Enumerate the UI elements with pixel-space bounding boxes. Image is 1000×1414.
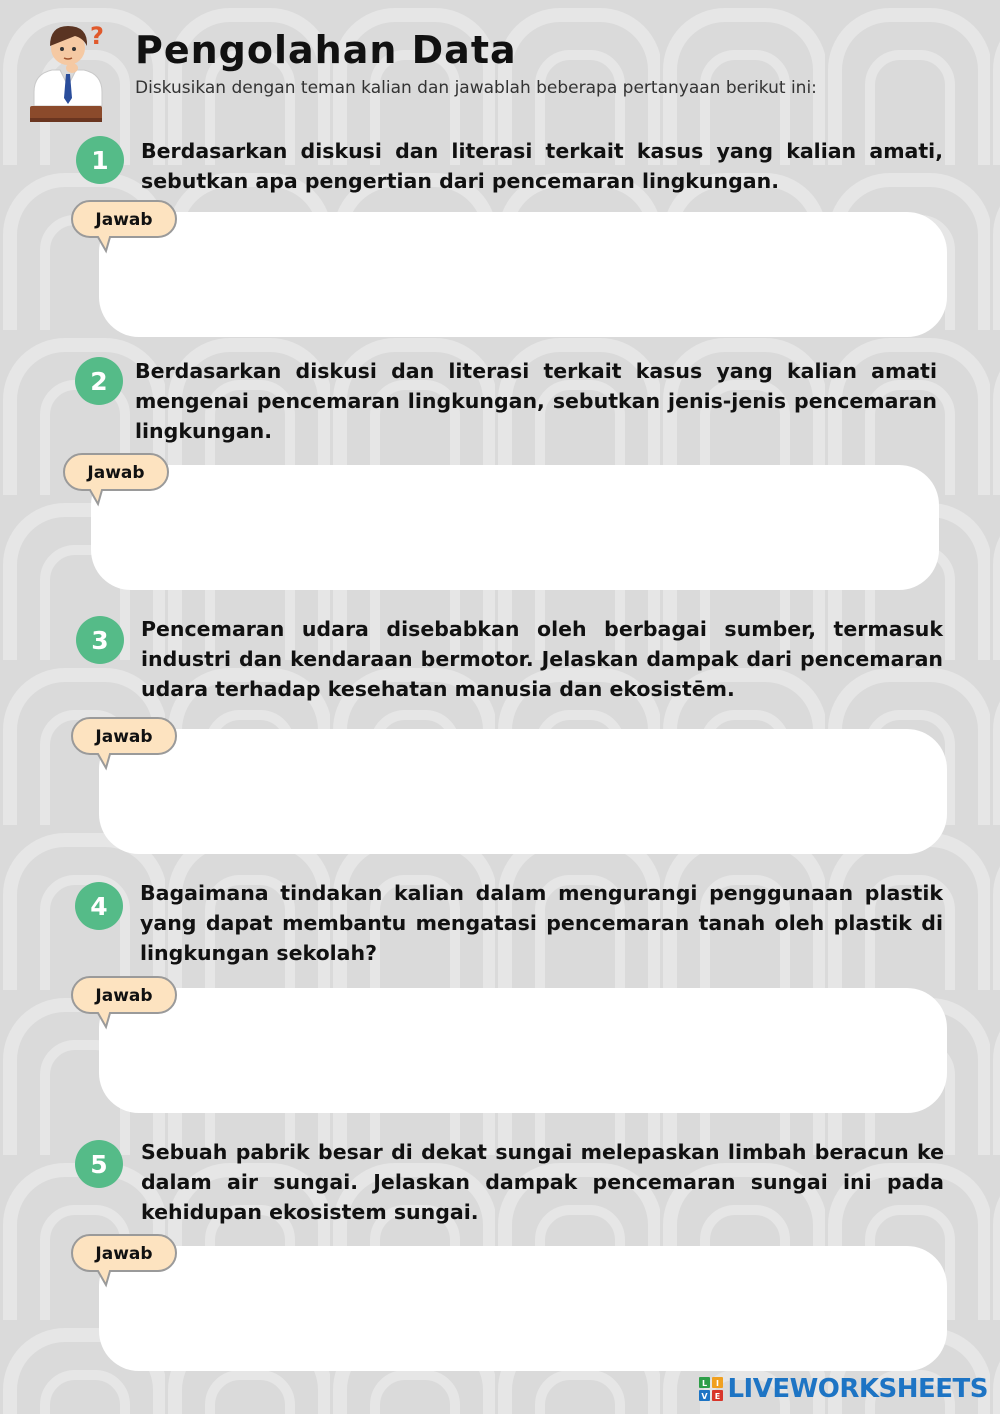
logo-letter: L [702,1379,708,1388]
liveworksheets-grid-icon [699,1377,723,1401]
jawab-label: Jawab [87,463,145,483]
jawab-label: Jawab [95,986,153,1006]
question-text: Berdasarkan diskusi dan literasi terkait kasus yang kalian amati mengenai pencemaran lingkungan, sebutkan jenis-jenis pencemaran lingkungan. [135,359,937,443]
logo-letter: V [701,1392,709,1401]
question-text: Sebuah pabrik besar di dekat sungai melepaskan limbah beracun ke dalam air sungai. Jelaskan dampak pencemaran sungai ini pada kehidupan ekosistem sungai. [141,1140,944,1224]
logo-letter: I [716,1379,720,1388]
question-text: Berdasarkan diskusi dan literasi terkait kasus yang kalian amati, sebutkan apa pengertian dari pencemaran lingkungan. [141,139,943,193]
jawab-bubble [70,198,178,242]
brand-name: LIVEWORKSHEETS [727,1374,988,1404]
answer-input-1[interactable] [99,212,947,337]
answer-input-4[interactable] [99,988,947,1113]
question-number-badge: 5 [75,1140,123,1188]
question-number-badge: 3 [76,616,124,664]
question-text: Pencemaran udara disebabkan oleh berbagai sumber, termasuk industri dan kendaraan bermotor. Jelaskan dampak dari pencemaran udara terhadap kesehatan manusia dan ekosistēm. [141,617,943,701]
answer-input-3[interactable] [99,729,947,854]
question-number-badge: 2 [75,357,123,405]
jawab-bubble [70,715,178,759]
logo-letter: E [715,1392,721,1401]
page-title: Pengolahan Data [135,28,517,72]
jawab-label: Jawab [95,727,153,747]
thinking-student-icon [28,18,108,126]
jawab-bubble [62,451,170,495]
jawab-label: Jawab [95,210,153,230]
jawab-bubble [70,974,178,1018]
liveworksheets-logo[interactable] [699,1374,988,1404]
answer-input-5[interactable] [99,1246,947,1371]
answer-input-2[interactable] [91,465,939,590]
page-subtitle: Diskusikan dengan teman kalian dan jawablah beberapa pertanyaan berikut ini: [135,78,817,98]
question-number-badge: 4 [75,882,123,930]
question-text: Bagaimana tindakan kalian dalam mengurangi penggunaan plastik yang dapat membantu mengatasi pencemaran tanah oleh plastik di lingkungan sekolah? [140,881,943,965]
header [28,18,978,128]
svg-text:?: ? [90,22,104,50]
jawab-label: Jawab [95,1244,153,1264]
jawab-bubble [70,1232,178,1276]
question-number-badge: 1 [76,136,124,184]
